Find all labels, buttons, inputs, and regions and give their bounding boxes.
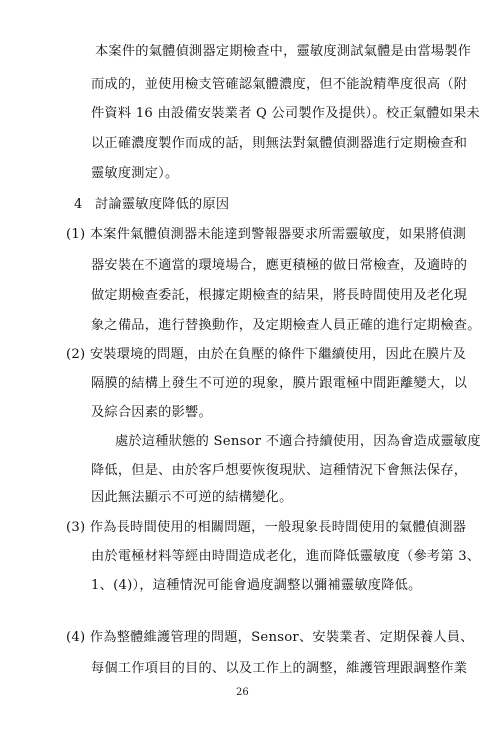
paragraph-1-line-1: 本案件的氣體偵測器定期檢查中，靈敏度測試氣體是由當場製作 <box>95 44 472 59</box>
item-3-line-3: 1、(4)），這種情況可能會過度調整以彌補靈敏度降低。 <box>91 578 422 593</box>
paragraph-2-line-2: 降低，但是、由於客戶想要恢復現狀、這種情況下會無法保存， <box>91 463 468 478</box>
item-3-line-2: 由於電極材料等經由時間造成老化，進而降低靈敏度（參考第 3、 <box>91 549 481 564</box>
item-3-line-1: (3) 作為長時間使用的相關問題，一般現象長時間使用的氣體偵測器 <box>66 520 467 535</box>
item-1-line-1: (1) 本案件氣體偵測器未能達到警報器要求所需靈敏度，如果將偵測 <box>66 227 467 242</box>
item-4-line-2: 每個工作項目的目的、以及工作上的調整，維護管理跟調整作業 <box>91 661 468 676</box>
section-number: 4 <box>74 197 83 212</box>
paragraph-1-line-2: 而成的，並使用檢支管確認氣體濃度，但不能說精準度很高（附 <box>91 77 468 92</box>
item-4-line-1: (4) 作為整體維護管理的問題，Sensor、安裝業者、定期保養人員、 <box>66 630 474 645</box>
section-title: 討論靈敏度降低的原因 <box>95 197 230 212</box>
item-2-line-3: 及綜合因素的影響。 <box>91 405 212 420</box>
item-2-line-2: 隔膜的結構上發生不可逆的現象，膜片跟電極中間距離變大，以 <box>91 376 468 391</box>
page-number: 26 <box>236 687 249 698</box>
paragraph-2-line-3: 因此無法顯示不可逆的結構變化。 <box>91 490 293 505</box>
paragraph-2-line-1: 處於這種狀態的 Sensor 不適合持續使用，因為會造成靈敏度 <box>115 434 481 449</box>
item-1-line-4: 象之備品，進行替換動作，及定期檢查人員正確的進行定期檢查。 <box>91 318 481 333</box>
item-2-line-1: (2) 安裝環境的問題，由於在負壓的條件下繼續使用，因此在膜片及 <box>66 347 467 362</box>
paragraph-1-line-4: 以正確濃度製作而成的話，則無法對氣體偵測器進行定期檢查和 <box>91 136 468 151</box>
item-1-line-3: 做定期檢查委託，根據定期檢查的結果，將長時間使用及老化現 <box>91 288 468 303</box>
paragraph-1-line-5: 靈敏度測定）。 <box>91 166 179 181</box>
item-1-line-2: 器安裝在不適當的環境場合，應更積極的做日常檢查，及適時的 <box>91 258 468 273</box>
paragraph-1-line-3: 件資料 16 由設備安裝業者 Q 公司製作及提供）。校正氣體如果未 <box>91 106 480 121</box>
